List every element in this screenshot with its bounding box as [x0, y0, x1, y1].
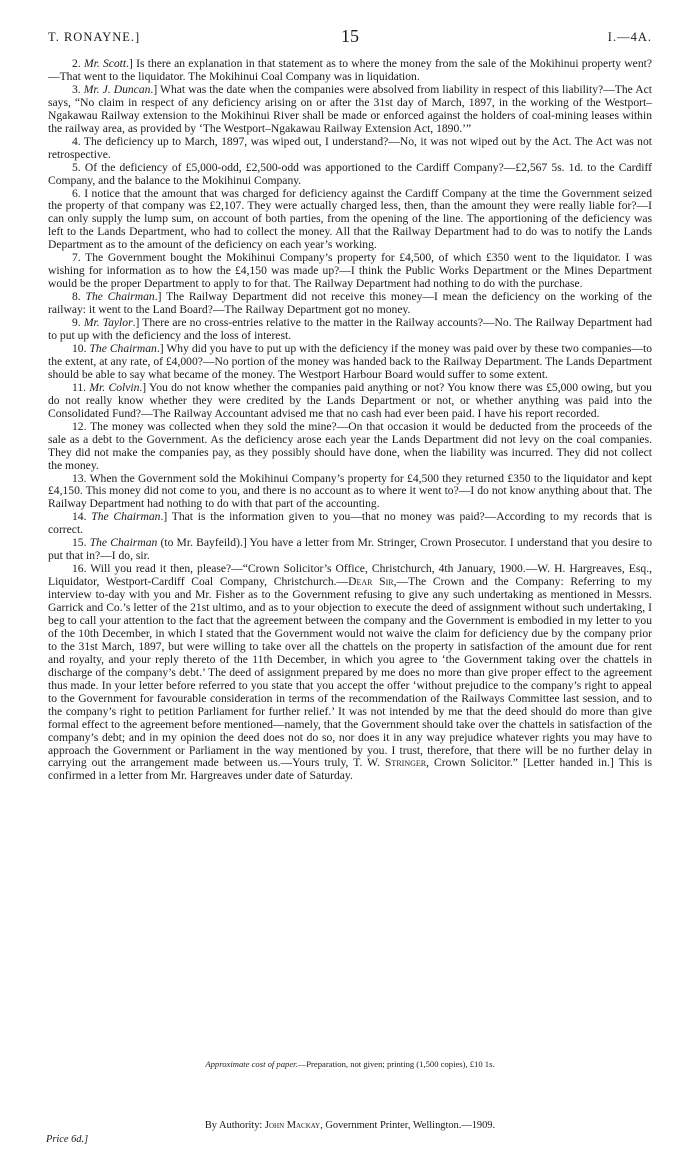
speaker: The Chairman — [89, 341, 157, 355]
question-paragraph-13: 13. When the Government sold the Mokihinui Company’s property for £4,500 they returned £350 to the liquidator and kept £4,150. This money did not come to you, and there is no account as to where it went to?—I do not know anything about that. The Railway Department had nothing to do with that part of the accounting. — [48, 471, 652, 511]
question-paragraph-11: 11. Mr. Colvin.] You do not know whether the companies paid anything or not? You know there was £5,000 owing, but you do not really know whether they were credited by the Lands Department or not, or whether anything was paid into the Consolidated Fund?—The Railway Accountant advised me that no cash had ever been paid. I have his report recorded. — [48, 380, 652, 420]
question-paragraph-14: 14. The Chairman.] That is the information given to you—that no money was paid?—According to my records that is correct. — [48, 510, 652, 537]
question-paragraph-2: 2. Mr. Scott.] Is there an explanation in that statement as to where the money from the sale of the Mokihinui property went?—That went to the liquidator. The Mokihinui Coal Company was in liquidation. — [48, 57, 652, 83]
speaker: The Chairman — [89, 536, 158, 550]
page-header — [48, 26, 652, 50]
question-paragraph-9: 9. Mr. Taylor.] There are no cross-entries relative to the matter in the Railway accounts?—No. The Railway Department had to put up with the deficiency and the loss of interest. — [48, 316, 652, 343]
header-witness-name: T. RONAYNE.] — [48, 30, 141, 44]
price-label: Price 6d.] — [46, 1134, 89, 1145]
question-paragraph-6: 6. I notice that the amount that was charged for deficiency against the Cardiff Company at the time the Government seized the property of that company was £2,107. They were actually charged less, then, than the amount they were really liable for?—I can only supply the lump sum, on account of both parties, from the opening of the line. The apportioning of the deficiency was left to the Lands Department, who had to collect the money. All that the Railway Department had to do was to notify the Lands Department as to the amount of the deficiency on each year’s working. — [48, 186, 652, 252]
question-paragraph-10: 10. The Chairman.] Why did you have to put up with the deficiency if the money was paid over by these two companies—to the extent, at any rate, of £4,000?—No portion of the money was handed back to the Railway Department. The Lands Department should be able to say what became of the money. The Westport Harbour Board would suffer to some extent. — [48, 341, 652, 381]
question-paragraph-8: 8. The Chairman.] The Railway Department did not receive this money—I mean the deficiency on the working of the railway: it went to the Land Board?—The Railway Department got no money. — [48, 290, 652, 317]
speaker-note: (to Mr. Bayfeild) — [160, 536, 240, 550]
letter-signature: Stringer — [384, 756, 427, 770]
question-paragraph-5: 5. Of the deficiency of £5,000-odd, £2,500-odd was apportioned to the Cardiff Company?—£2,567 5s. 1d. to the Cardiff Company, and the balance to the Mokihinui Company. — [48, 160, 652, 187]
cost-of-paper-note: Approximate cost of paper.—Preparation, not given; printing (1,500 copies), £10 1s. — [205, 1059, 495, 1069]
speaker: Mr. Colvin — [89, 380, 140, 394]
page-number: 15 — [341, 26, 359, 46]
speaker: Mr. J. Duncan — [83, 82, 151, 96]
letter-salutation: Dear Sir — [348, 575, 394, 589]
question-paragraph-15: 15. The Chairman (to Mr. Bayfeild).] You have a letter from Mr. Stringer, Crown Prosecutor. I understand that you desire to put that in?—I do, sir. — [48, 536, 652, 563]
speaker: Mr. Taylor — [83, 316, 133, 330]
printer-authority-line: By Authority: John Mackay, Government Printer, Wellington.—1909. — [204, 1120, 496, 1131]
question-paragraph-16: 16. Will you read it then, please?—“Crown Solicitor’s Office, Christchurch, 4th January, 1900.—W. H. Hargreaves, Esq., Liquidator, Westport-Cardiff Coal Company, Christchurch.—Dear Sir,—The Crown and the Company: Referring to my interview to-day with you and Mr. Fisher as to the Government refusing to give any such undertaking as mentioned in Messrs. Garrick and Co.’s letter of the 21st ultimo, and as to your objection to execute the deed of assignment without such undertaking, I beg to call your attention to the fact that the agreement between the company and the Government is embodied in my letter to you of the 10th December, in which I stated that the Government would not waive the claim for deficiency due by the company prior to the 31st March, 1897, but were willing to take over all the chattels on the property in satisfaction of the amount due for rent and royalty, and your reply thereto of the 11th December, in which you agree to ‘the Government taking over the chattels in discharge of the company’s debt.’ The deed of assignment prepared by me does no more than give proper effect to the agreement thus made. In your letter before referred to you state that you accept the offer ‘without prejudice to the company’s right to appeal to the Government for favourable consideration in terms of the recommendation of the Railways Committee last session, and to the company’s right to petition Parliament for further relief.’ It was not intended by me that the deed should do more than give formal effect to the agreement before mentioned—namely, that the Government should take over the chattels in satisfaction of the company’s debt; and in my opinion the deed does not do so, nor does it in any way prejudice whatever rights you may have to approach the Government or Parliament in the way mentioned by you. I trust, therefore, that there will be no further delay in carrying out the arrangement made between us.—Yours truly, T. W. Stringer, Crown Solicitor.” [Letter handed in.] This is confirmed in a letter from Mr. Hargreaves under date of Saturday. — [48, 562, 652, 783]
question-paragraph-3: 3. Mr. J. Duncan.] What was the date when the companies were absolved from liability in respect of this liability?—The Act says, “No claim in respect of any deficiency arising on or after the 31st day of March, 1897, in the working of the Westport–Ngakawau Railway extension to the Mokihinui River shall be made or enforced against the holders of coal-mining leases within the railway area, as provided by ‘The Westport–Ngakawau Railway Extension Act, 1890.’” — [48, 82, 652, 135]
printer-name: John Mackay — [264, 1120, 321, 1131]
question-paragraph-12: 12. The money was collected when they sold the mine?—On that occasion it would be deducted from the proceeds of the sale as a debt to the Government. As the deficiency arose each year the Lands Department did not levy on the coal companies. They did not make the companies pay, as they possibly should have done, when the liability was incurred. They did not collect the money. — [48, 419, 652, 472]
speaker: The Chairman — [91, 510, 161, 524]
testimony-body — [48, 58, 652, 783]
question-paragraph-4: 4. The deficiency up to March, 1897, was wiped out, I understand?—No, it was not wiped out by the Act. The Act was not retrospective. — [48, 134, 652, 161]
header-paper-reference: I.—4A. — [607, 30, 652, 44]
speaker: The Chairman — [85, 290, 155, 304]
speaker: Mr. Scott — [83, 57, 127, 70]
question-paragraph-7: 7. The Government bought the Mokihinui Company’s property for £4,500, of which £350 went to the liquidator. I was wishing for information as to how the £4,150 was made up?—I think the Public Works Department or the Mines Department would be the proper Department to apply to for that. The Railway Department had nothing to do with the purchase. — [48, 251, 652, 291]
